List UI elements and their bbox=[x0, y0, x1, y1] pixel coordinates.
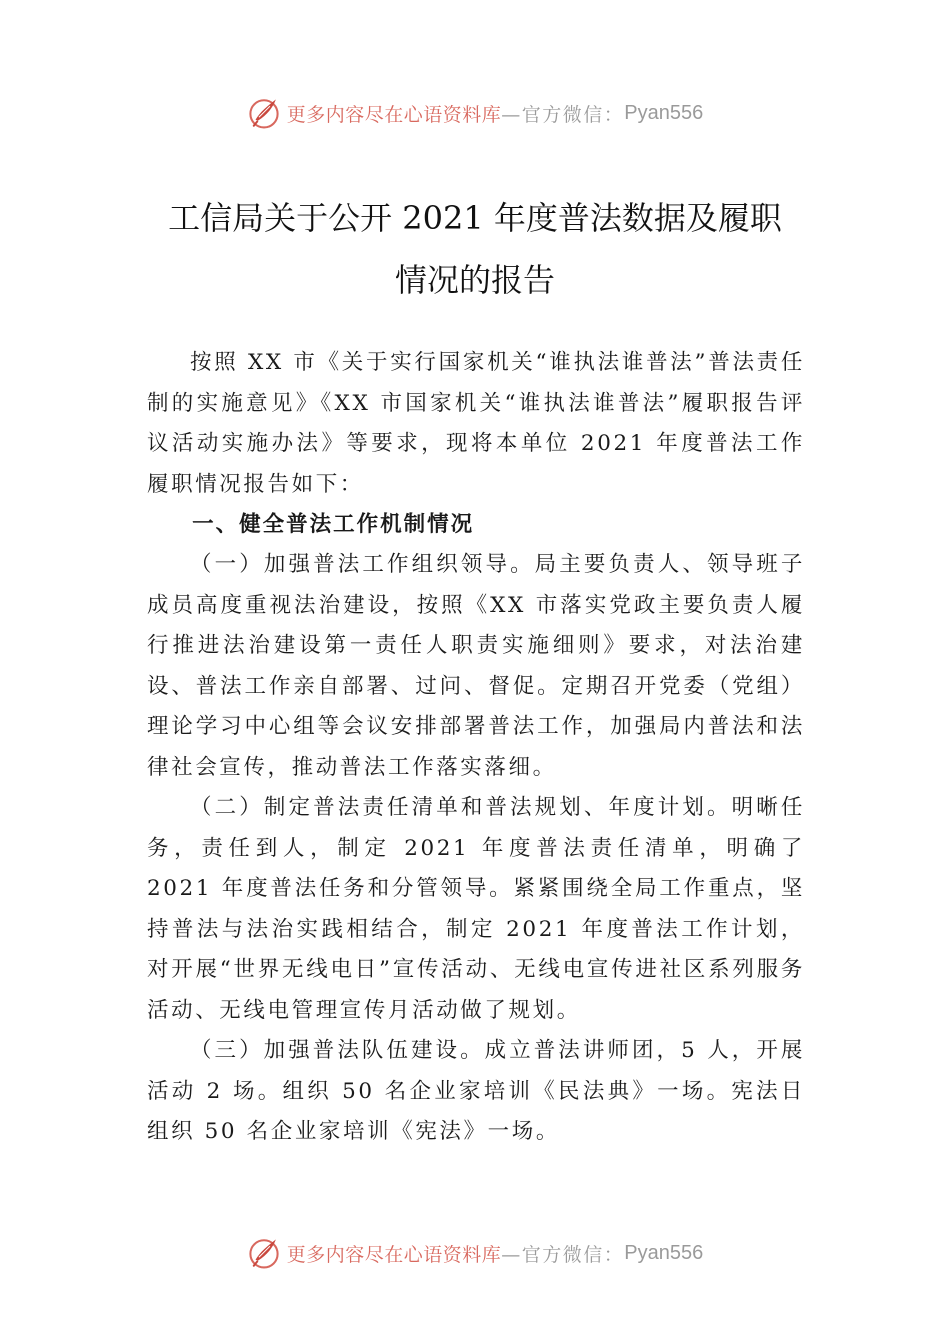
body-paragraph: （三）加强普法队伍建设。成立普法讲师团，5 人，开展活动 2 场。组织 50 名企业家培训《民法典》一场。宪法日组织 50 名企业家培训《宪法》一场。 bbox=[147, 1038, 805, 1144]
quill-logo-icon bbox=[247, 1236, 281, 1270]
intro-paragraph: 按照 XX 市《关于实行国家机关“谁执法谁普法”普法责任制的实施意见》《XX 市国家机关“谁执法谁普法”履职报告评议活动实施办法》等要求，现将本单位 2021 年度普法工作履职情况报告如下： bbox=[147, 350, 805, 497]
document-body bbox=[147, 343, 805, 1153]
quill-logo-icon bbox=[247, 96, 281, 130]
body-paragraph: （一）加强普法工作组织领导。局主要负责人、领导班子成员高度重视法治建设，按照《XX 市落实党政主要负责人履行推进法治建设第一责任人职责实施细则》要求，对法治建设、普法工作亲自部署、过问、督促。定期召开党委（党组）理论学习中心组等会议安排部署普法工作，加强局内普法和法律社会宣传，推动普法工作落实落细。 bbox=[147, 552, 805, 780]
title-line-2: 情况的报告 bbox=[394, 261, 555, 299]
watermark-handle: Pyan556 bbox=[624, 101, 704, 124]
section-heading: 一、健全普法工作机制情况 bbox=[192, 512, 475, 537]
watermark-footer bbox=[0, 1233, 950, 1273]
title-line-1: 工信局关于公开 2021 年度普法数据及履职 bbox=[168, 199, 782, 237]
page-title bbox=[120, 187, 830, 311]
watermark-header bbox=[0, 93, 950, 133]
watermark-handle: Pyan556 bbox=[624, 1241, 704, 1264]
watermark-brand: 更多内容尽在心语资料库 bbox=[286, 1243, 502, 1266]
body-paragraph: （二）制定普法责任清单和普法规划、年度计划。明晰任务，责任到人，制定 2021 年度普法责任清单，明确了 2021 年度普法任务和分管领导。紧紧围绕全局工作重点，坚持普法与法治实践相结合，制定 2021 年度普法工作计划，对开展“世界无线电日”宣传活动、无线电宣传进社区系列服务活动、无线电管理宣传月活动做了规划。 bbox=[147, 795, 805, 1023]
watermark-brand: 更多内容尽在心语资料库 bbox=[286, 103, 502, 126]
watermark-separator: —官方微信： bbox=[501, 103, 625, 126]
watermark-separator: —官方微信： bbox=[501, 1243, 625, 1266]
